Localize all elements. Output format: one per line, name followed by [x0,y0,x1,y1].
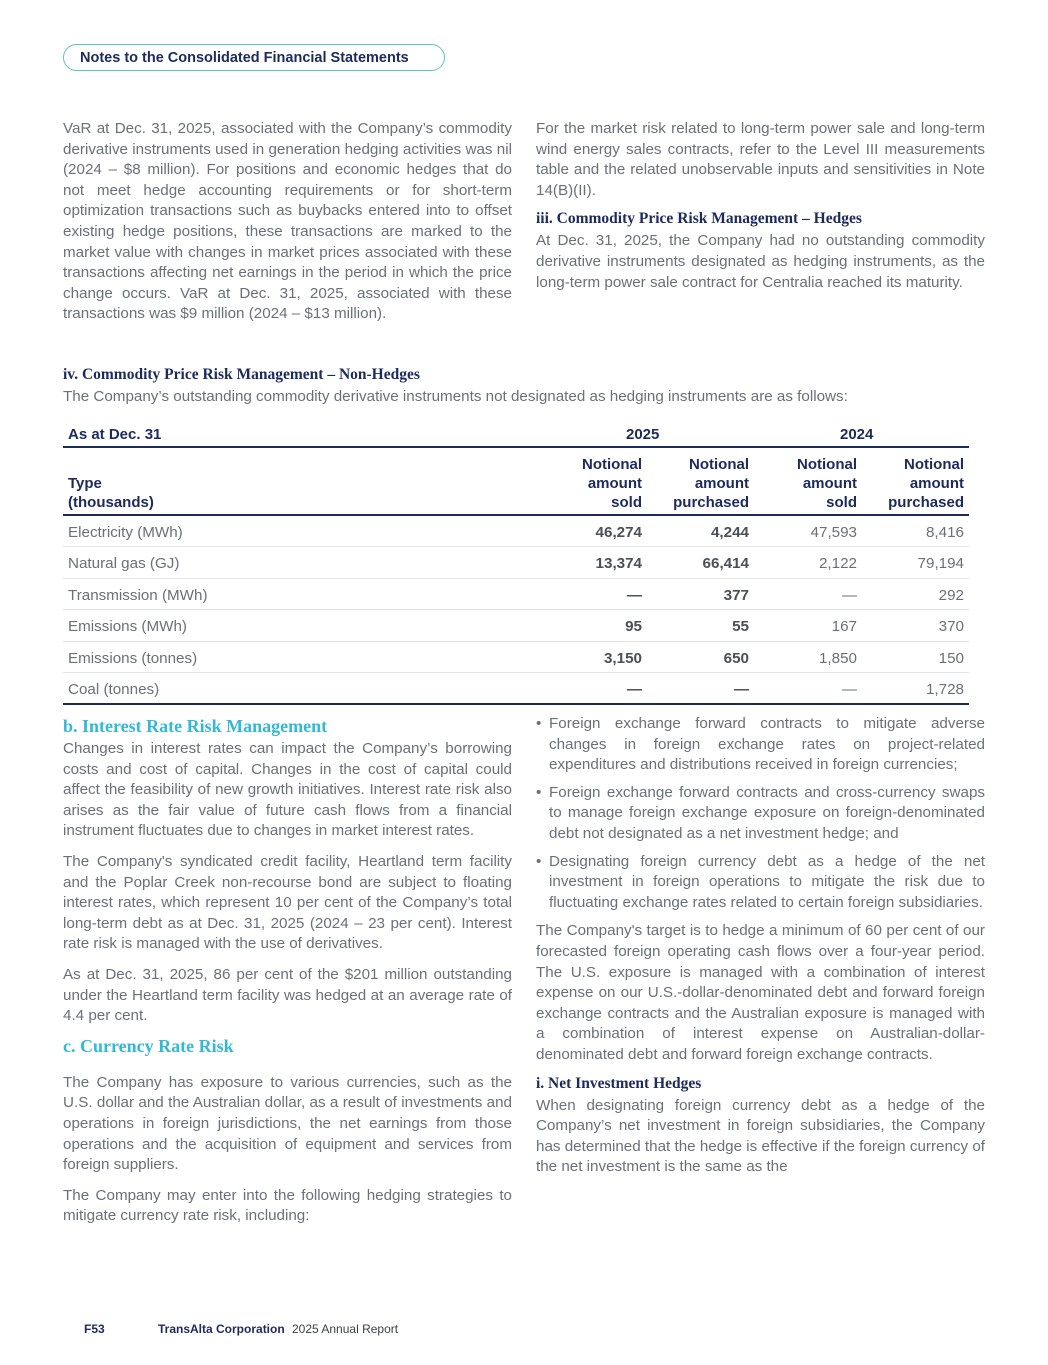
footer-report: 2025 Annual Report [292,1322,399,1336]
row-2025-purchased: 4,244 [710,524,749,541]
interest-paragraph-1: Changes in interest rates can impact the Company’s borrowing costs and cost of capital. Changes in the cost of capital could affect the feasibility of new growth initiatives. Interest rate risk also arises as the fair value of future cash flows from a financial instrument fluctuates due to changes in market interest rates. [63,740,512,840]
row-2025-purchased: 377 [723,586,749,604]
type-header-line1: Type [68,475,102,492]
header-2025-purchased [673,455,749,512]
row-2024-sold: 2,122 [818,555,857,573]
row-2025-sold: — [626,586,642,604]
row-2025-sold: — [626,680,642,698]
header-line: amount [802,475,857,492]
row-type: Transmission (MWh) [68,586,208,604]
row-2025-purchased: 650 [723,649,749,667]
row-2024-sold: — [841,680,857,698]
hedge-target-paragraph: The Company's target is to hedge a minimum of 60 per cent of our forecasted foreign operating cash flows over a four-year period. The U.S. exposure is managed with a combination of interest expense on our U.S.-dollar-denominated debt and forward foreign exchange contracts and the Australian exposure is managed with a combination of interest expense on Australian-dollar-denominated debt and forward foreign exchange contracts. [536,922,985,1063]
bottom-left-column [63,715,512,1227]
section-header-pill [63,44,445,71]
row-2024-purchased: 370 [938,618,964,636]
derivatives-table [63,424,969,705]
top-left-column [63,119,512,325]
header-line: amount [587,475,642,492]
row-2024-purchased: 8,416 [925,524,964,541]
currency-heading: c. Currency Rate Risk [63,1035,234,1056]
type-header [68,474,154,512]
table-row [63,642,969,673]
header-line: purchased [888,494,964,511]
header-line: purchased [673,494,749,511]
row-2025-sold: 46,274 [595,524,642,541]
nonhedges-section [63,365,969,408]
list-item: • Foreign exchange forward contracts to mitigate adverse changes in foreign exchange rates on project-related expenditures and distributions received in foreign currencies; [536,714,985,776]
header-2024-sold [797,455,857,512]
header-line: Notional [797,456,857,473]
row-2025-sold: 3,150 [603,649,642,667]
market-risk-paragraph: For the market risk related to long-term power sale and long-term wind energy sales contracts, refer to the Level III measurements table and the related unobservable inputs and sensitivities in Note 14(B)(II). [536,120,985,199]
table-year-header [63,424,969,448]
currency-paragraph-2: The Company may enter into the following hedging strategies to mitigate currency rate risk, including: [63,1186,512,1225]
table-row [63,673,969,705]
year-2024-label: 2024 [840,426,874,443]
nonhedges-heading: iv. Commodity Price Risk Management – Non-Hedges [63,366,420,383]
row-2025-purchased: 55 [732,618,749,636]
header-line: amount [694,475,749,492]
row-2025-sold: 95 [625,618,642,636]
row-type: Natural gas (GJ) [68,555,180,573]
table-row [63,516,969,547]
hedging-strategies-list [536,714,985,913]
interest-heading: b. Interest Rate Risk Management [63,716,328,736]
hedges-heading: iii. Commodity Price Risk Management – Hedges [536,210,862,228]
table-column-header [63,448,969,516]
as-at-label: As at Dec. 31 [68,426,162,443]
currency-paragraph-1: The Company has exposure to various currencies, such as the U.S. dollar and the Australian dollar, as a result of investments and operations in foreign jurisdictions, the net earnings from those operations and the acquisition of equipment and services from foreign suppliers. [63,1073,512,1174]
row-2024-purchased: 150 [938,649,964,667]
row-type: Electricity (MWh) [68,524,183,541]
section-header-title: Notes to the Consolidated Financial Statements [80,49,409,66]
year-2025-label: 2025 [626,426,660,443]
interest-paragraph-3: As at Dec. 31, 2025, 86 per cent of the $201 million outstanding under the Heartland term facility was hedged at an average rate of 4.4 per cent. [63,965,512,1025]
table-row [63,579,969,610]
row-2024-sold: 47,593 [810,524,857,541]
header-2025-sold [582,455,642,512]
header-line: Notional [582,456,642,473]
table-body [63,516,969,705]
row-2025-purchased: — [733,680,749,698]
net-investment-hedges-paragraph: When designating foreign currency debt as a hedge of the Company’s net investment in foreign subsidiaries, the Company has determined that the hedge is effective if the foreign currency of the net investment is the same as the [536,1096,985,1176]
var-paragraph: VaR at Dec. 31, 2025, associated with the Company’s commodity derivative instruments used in generation hedging activities was nil (2024 – $8 million). For positions and economic hedges that do not meet hedge accounting requirements or for short-term optimization transactions such as buybacks entered into to offset existing hedge positions, these transactions are marked to the market value with changes in market prices associated with these transactions affecting net earnings in the period in which the price change occurs. VaR at Dec. 31, 2025, associated with these transactions was $9 million (2024 – $13 million). [63,120,512,323]
header-line: Notional [689,456,749,473]
list-item: • Designating foreign currency debt as a hedge of the net investment in foreign operations to mitigate the risk due to fluctuating exchange rates related to certain foreign subsidiaries. [536,852,985,914]
page-number: F53 [84,1322,105,1336]
header-line: amount [909,475,964,492]
row-2024-purchased: 79,194 [917,555,964,573]
row-2024-sold: 1,850 [818,649,857,667]
table-row [63,610,969,641]
header-2024-purchased [888,455,964,512]
hedges-paragraph: At Dec. 31, 2025, the Company had no outstanding commodity derivative instruments designated as hedging instruments, as the long-term power sale contract for Centralia reached its maturity. [536,232,985,291]
footer-company: TransAlta Corporation [158,1322,285,1336]
header-line: sold [611,494,642,511]
header-line: sold [826,494,857,511]
net-investment-hedges-heading: i. Net Investment Hedges [536,1074,702,1092]
interest-paragraph-2: The Company's syndicated credit facility, Heartland term facility and the Poplar Creek non-recourse bond are subject to floating interest rates, which represent 10 per cent of the Company’s total long-term debt as at Dec. 31, 2025 (2024 – 23 per cent). Interest rate risk is managed with the use of derivatives. [63,852,512,953]
row-2024-purchased: 292 [938,586,964,604]
nonhedges-intro: The Company’s outstanding commodity derivative instruments not designated as hedging instruments are as follows: [63,388,848,405]
table-row [63,547,969,578]
row-2024-purchased: 1,728 [925,680,964,698]
type-header-line2: (thousands) [68,494,154,511]
row-type: Emissions (MWh) [68,618,187,636]
bottom-right-column [536,714,985,1178]
row-2024-sold: 167 [831,618,857,636]
row-type: Emissions (tonnes) [68,649,198,667]
top-right-column [536,119,985,293]
list-item: • Foreign exchange forward contracts and cross-currency swaps to manage foreign exchange exposure on foreign-denominated debt not designated as a net investment hedge; and [536,783,985,845]
row-2025-purchased: 66,414 [702,555,749,573]
row-type: Coal (tonnes) [68,680,160,698]
row-2025-sold: 13,374 [595,555,642,573]
header-line: Notional [904,456,964,473]
row-2024-sold: — [841,586,857,604]
